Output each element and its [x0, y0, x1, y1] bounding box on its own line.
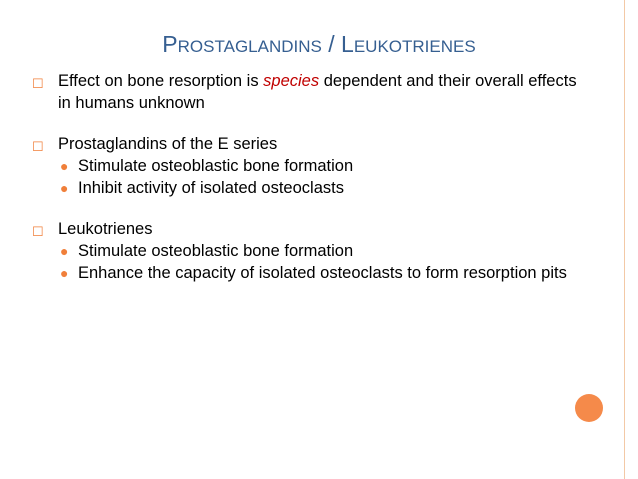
- title-rest-2: EUKOTRIENES: [353, 37, 476, 56]
- title-separator: /: [321, 31, 342, 57]
- sub-bullet-item: [30, 262, 590, 284]
- filled-circle-bullet-icon: ●: [60, 265, 69, 281]
- sub-bullet-text: Enhance the capacity of isolated osteoclasts to form resorption pits: [78, 264, 567, 282]
- bullet-text-pre: Effect on bone resorption is: [58, 72, 264, 90]
- title-cap-2: L: [341, 31, 354, 57]
- bullet-item: [30, 218, 590, 240]
- bullet-text-highlight: species: [263, 72, 320, 90]
- bullet-text: Prostaglandins of the E series: [58, 135, 278, 153]
- title-cap-1: P: [162, 31, 178, 57]
- title-rest-1: ROSTAGLANDINS: [177, 37, 322, 56]
- slide-title: [0, 31, 638, 58]
- filled-circle-bullet-icon: ●: [60, 180, 69, 196]
- bullet-text: Leukotrienes: [58, 220, 153, 238]
- bullet-item: [30, 70, 590, 114]
- sub-bullet-item: [30, 240, 590, 262]
- sub-bullet-text: Stimulate osteoblastic bone formation: [78, 157, 354, 175]
- hollow-square-bullet-icon: ☐: [32, 139, 44, 154]
- slide-border: [624, 0, 625, 479]
- sub-bullet-text: Stimulate osteoblastic bone formation: [78, 242, 354, 260]
- bullet-item: [30, 133, 590, 155]
- accent-circle: [575, 394, 603, 422]
- hollow-square-bullet-icon: ☐: [32, 76, 44, 91]
- sub-bullet-item: [30, 155, 590, 177]
- sub-bullet-item: [30, 177, 590, 199]
- bullet-list: [30, 70, 590, 284]
- bullet-text-post: dependent and their overall effects in humans unknown: [58, 72, 577, 112]
- filled-circle-bullet-icon: ●: [60, 243, 69, 259]
- sub-bullet-text: Inhibit activity of isolated osteoclasts: [78, 179, 344, 197]
- hollow-square-bullet-icon: ☐: [32, 224, 44, 239]
- filled-circle-bullet-icon: ●: [60, 158, 69, 174]
